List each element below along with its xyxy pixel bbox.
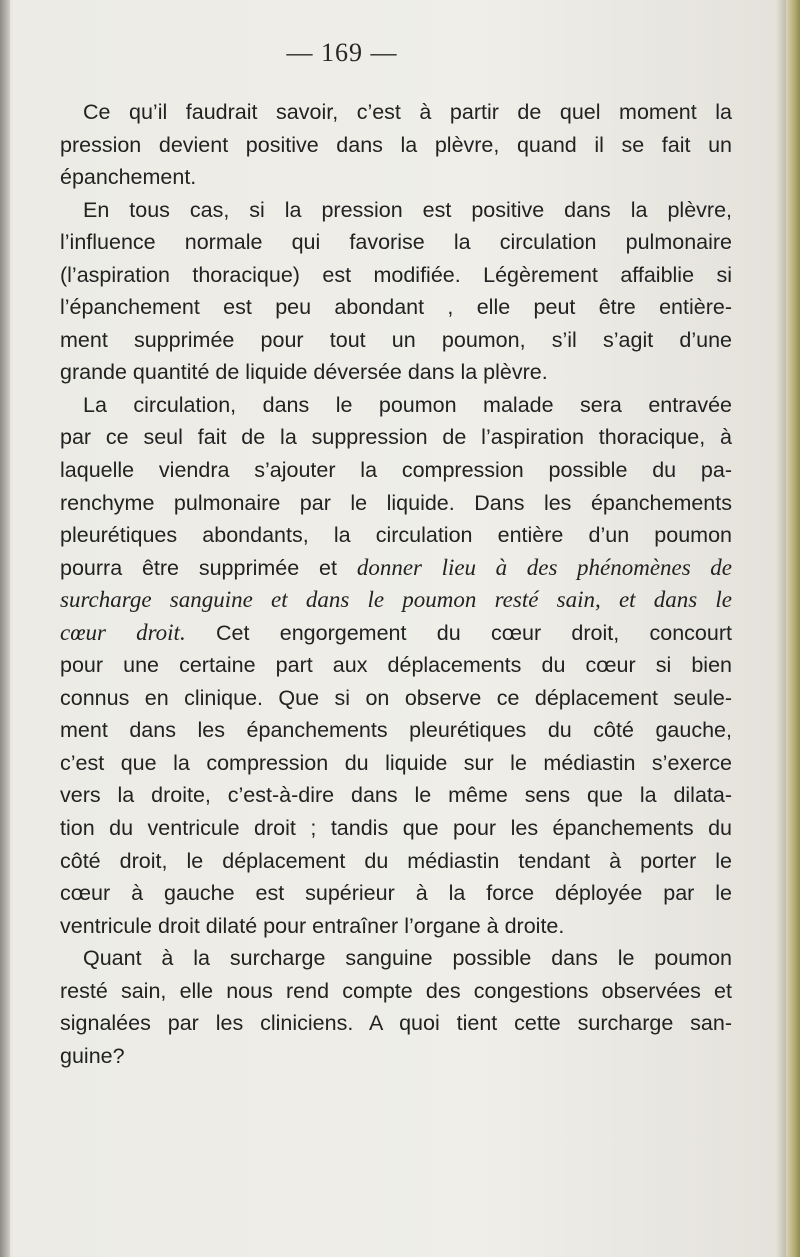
text-line: [60, 649, 732, 682]
italic-text: donner lieu à des phénomènes de: [356, 554, 733, 580]
text-run: connus en clinique. Que si on observe ce déplacement seule-: [60, 685, 732, 710]
text-run: (l’aspiration thoracique) est modifiée. Légèrement affaiblie si: [60, 262, 732, 287]
text-run: l’influence normale qui favorise la circulation pulmonaire: [60, 230, 732, 255]
text-run: guine?: [60, 1043, 125, 1068]
text-line: [60, 552, 732, 585]
text-run: côté droit, le déplacement du médiastin tendant à porter le: [60, 848, 732, 873]
text-run: renchyme pulmonaire par le liquide. Dans les épanchements: [60, 490, 732, 515]
text-line: [60, 845, 732, 878]
text-line: [60, 617, 732, 650]
text-line: [60, 96, 732, 129]
text-line: [60, 584, 732, 617]
text-line: [60, 812, 732, 845]
text-run: c’est que la compression du liquide sur le médiastin s’exerce: [60, 750, 732, 775]
text-run: grande quantité de liquide déversée dans la plèvre.: [60, 360, 548, 385]
body-text: [60, 96, 732, 1072]
text-run: En tous cas, si la pression est positive dans la plèvre,: [83, 197, 732, 222]
text-line: [60, 454, 732, 487]
text-run: pleurétiques abondants, la circulation entière d’un poumon: [60, 523, 732, 548]
text-line: [60, 975, 732, 1008]
text-run: Ce qu’il faudrait savoir, c’est à partir de quel moment la: [83, 100, 732, 124]
text-line: [60, 194, 732, 227]
text-run: ment supprimée pour tout un poumon, s’il s’agit d’une: [60, 327, 732, 352]
page-edge: [786, 0, 800, 1257]
text-run: épanchement.: [60, 165, 197, 190]
text-line: [60, 389, 732, 422]
text-run: pourra être supprimée et: [60, 555, 357, 580]
text-line: [60, 291, 732, 324]
text-run: Quant à la surcharge sanguine possible dans le poumon: [83, 946, 732, 971]
text-line: [60, 421, 732, 454]
text-line: [60, 324, 732, 357]
text-run: Cet engorgement du cœur droit, concourt: [185, 620, 732, 645]
text-run: ventricule droit dilaté pour entraîner l’organe à droite.: [60, 913, 565, 938]
text-line: [60, 356, 732, 389]
text-line: [60, 747, 732, 780]
text-run: pression devient positive dans la plèvre, quand il se fait un: [60, 132, 732, 157]
text-run: par ce seul fait de la suppression de l’aspiration thoracique, à: [60, 425, 732, 450]
text-line: [60, 519, 732, 552]
text-run: vers la droite, c’est-à-dire dans le même sens que la dilata-: [60, 783, 732, 808]
text-line: [60, 877, 732, 910]
paragraph: [60, 389, 732, 942]
text-line: [60, 1007, 732, 1040]
text-line: [60, 226, 732, 259]
text-line: [60, 779, 732, 812]
text-line: [60, 161, 732, 194]
paragraph: [60, 194, 732, 389]
text-run: ment dans les épanchements pleurétiques du côté gauche,: [60, 718, 732, 743]
text-line: [60, 682, 732, 715]
text-run: cœur à gauche est supérieur à la force déployée par le: [60, 881, 732, 906]
text-line: [60, 714, 732, 747]
italic-text: cœur droit.: [60, 619, 186, 645]
text-line: [60, 1040, 732, 1073]
text-run: signalées par les cliniciens. A quoi tient cette surcharge san-: [60, 1011, 732, 1036]
text-run: La circulation, dans le poumon malade sera entravée: [83, 392, 732, 417]
text-run: tion du ventricule droit ; tandis que pour les épanchements du: [60, 816, 732, 841]
text-line: [60, 910, 732, 943]
text-line: [60, 259, 732, 292]
text-run: l’épanchement est peu abondant , elle peut être entière-: [60, 295, 732, 320]
text-run: laquelle viendra s’ajouter la compression possible du pa-: [60, 458, 732, 483]
text-line: [60, 129, 732, 162]
paragraph: [60, 942, 732, 1072]
paragraph: [60, 96, 732, 194]
page-number: — 169 —: [286, 38, 398, 67]
text-run: pour une certaine part aux déplacements du cœur si bien: [60, 653, 732, 678]
text-line: [60, 487, 732, 520]
text-run: resté sain, elle nous rend compte des congestions observées et: [60, 978, 732, 1003]
italic-text: surcharge sanguine et dans le poumon resté sain, et dans le: [60, 587, 732, 613]
text-line: [60, 942, 732, 975]
page-gutter-shadow: [0, 0, 10, 1257]
